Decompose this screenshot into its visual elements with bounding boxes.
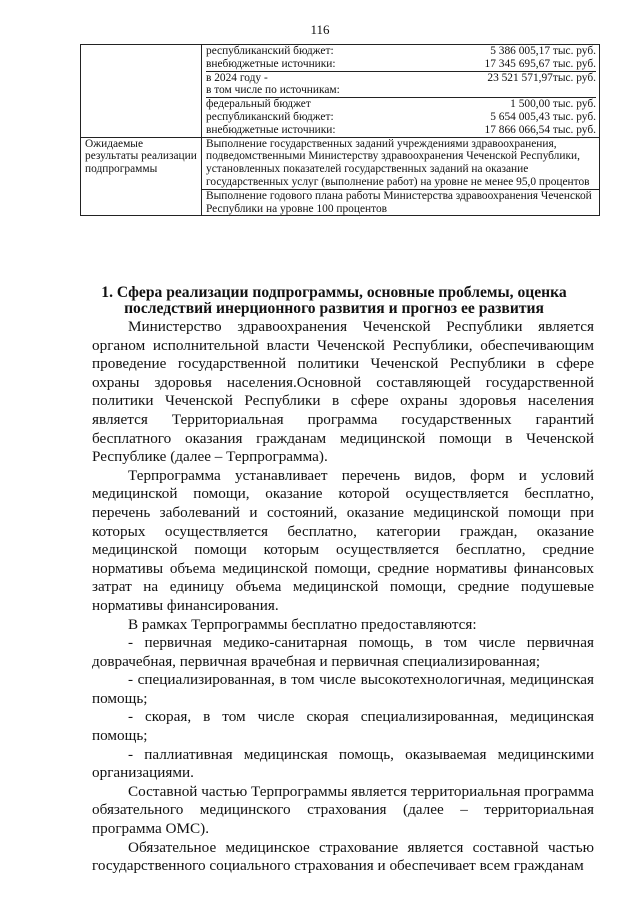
finance-line: внебюджетные источники: 17 866 066,54 тыс. руб. [206,123,596,136]
section-body [92,318,594,876]
paragraph: Терпрограмма устанавливает перечень видов, форм и условий медицинской помощи, оказание которой осуществляется бесплатно, перечень заболеваний и состояний, оказание медицинской помощи при которых осуществляется бесплатно, категории граждан, оказание медицинской помощи которым осуществляется бесплатно, средние нормативы объема медицинской помощи, средние нормативы финансовых затрат на единицу объема медицинской помощи, средние подушевые нормативы финансирования. [92,466,594,614]
section-heading: 1. Сфера реализации подпрограммы, основные проблемы, оценка последствий инерционного развития и прогноз ее развития [101,284,567,317]
finance-line: в 2024 году - 23 521 571,97тыс. руб. [206,71,596,84]
expected-result-2: Выполнение годового плана работы Министерства здравоохранения Чеченской Республики на уровне 100 процентов [202,189,600,216]
table-row-financing [81,45,600,138]
list-item: - специализированная, в том числе высокотехнологичная, медицинская помощь; [92,671,594,707]
finance-line: республиканский бюджет: 5 386 005,17 тыс. руб. [206,45,596,57]
finance-line: в том числе по источникам: [206,84,596,98]
table-cell-financing [202,45,600,138]
expected-result-1: Выполнение государственных заданий учреждениями здравоохранения, подведомственными Министерству здравоохранения Чеченской Республики, установленных показателей государственных заданий на оказание государственных услуг (выполнение работ) на уровне не менее 95,0 процентов [202,137,600,189]
list-item: - паллиативная медицинская помощь, оказываемая медицинскими организациями. [92,745,594,782]
expected-results-label: Ожидаемые результаты реализации подпрограммы [81,137,202,216]
table-cell-empty [81,45,202,138]
paragraph: Составной частью Терпрограммы является территориальная программа обязательного медицинского страхования (далее – территориальная программа ОМС). [92,782,595,838]
paragraph: Обязательное медицинское страхование является составной частью государственного социального страхования и обеспечивает всем гражданам [92,838,594,875]
paragraph: В рамках Терпрограммы бесплатно предоставляются: [128,615,477,633]
list-item: - скорая, в том числе скорая специализированная, медицинская помощь; [92,708,594,745]
paragraph: Министерство здравоохранения Чеченской Республики является органом исполнительной власти Чеченской Республики, обеспечивающим проведение государственной политики Чеченской Республики в сфере охраны здоровья населения.Основной составляющей государственной политики Чеченской Республики в сфере охраны здоровья населения является Территориальная программа государственных гарантий бесплатного оказания гражданам медицинской помощи в Чеченской Республике (далее – Терпрограмма). [92,318,594,466]
list-item: - первичная медико-санитарная помощь, в том числе первичная доврачебная, первичная врачебная и первичная специализированная; [92,634,594,670]
finance-line: внебюджетные источники: 17 345 695,67 тыс. руб. [206,57,596,70]
program-table [80,44,600,216]
finance-line: федеральный бюджет 1 500,00 тыс. руб. [206,98,596,111]
page-number: 116 [310,22,330,37]
finance-line: республиканский бюджет: 5 654 005,43 тыс. руб. [206,110,596,123]
table-row-results [81,137,600,189]
